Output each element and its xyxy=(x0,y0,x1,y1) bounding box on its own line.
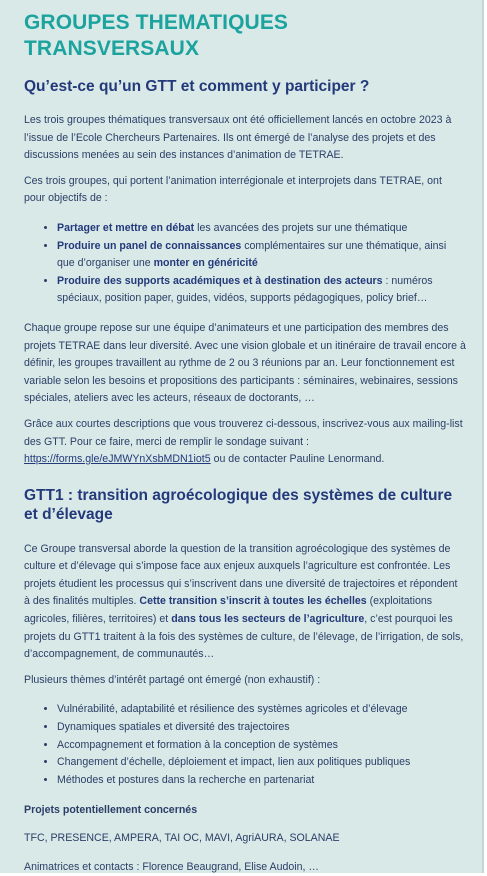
objective-1-text: les avancées des projets sur une thématique xyxy=(194,221,408,234)
list-item: • Méthodes et postures dans la recherche en partenariat xyxy=(57,772,466,790)
list-item: • Accompagnement et formation à la conception de systèmes xyxy=(57,737,466,755)
survey-link[interactable]: https://forms.gle/eJMWYnXsbMDN1iot5 xyxy=(24,453,211,466)
objective-3-bold: Produire des supports académiques et à destination des acteurs xyxy=(57,274,383,287)
gtt1-bold-2: dans tous les secteurs de l’agriculture xyxy=(171,613,365,626)
intro-paragraph-3: Chaque groupe repose sur une équipe d’animateurs et une participation des membres des projets TETRAE dans leur diversité. Avec une vision globale et un itinéraire de travail encore à définir, les groupes travaillent au rythme de 2 ou 3 réunions par an. Leur fonctionnement est variable selon les besoins et propositions des participants : séminaires, webinaires, sessions spéciales, ateliers avec les acteurs, réseaux de doctorants, … xyxy=(24,321,466,405)
signup-text: Grâce aux courtes descriptions que vous trouverez ci-dessous, inscrivez-vous aux mailing-list des GTT. Pour ce faire, merci de remplir le sondage suivant : xyxy=(24,417,463,448)
list-item xyxy=(57,273,466,308)
contacts-text: Animatrices et contacts : Florence Beaugrand, Elise Audoin, … xyxy=(24,860,320,873)
objective-2-bold: Produire un panel de connaissances xyxy=(57,239,242,252)
gtt1-bold-1: Cette transition s’inscrit à toutes les échelles xyxy=(139,595,367,608)
list-item xyxy=(57,220,466,238)
list-item xyxy=(57,238,466,273)
objective-2-text: complémentaires sur une thématique, ainsi que d’organiser une xyxy=(57,239,447,270)
gtt1-text-a: Ce Groupe transversal aborde la question de la transition agroécologique des systèmes de culture et d’élevage qui s’impose face aux enjeux auxquels l’agriculture est confrontée. Les projets étudient les processus qui s’inscrivent dans une diversité de trajectoires et répondent à des finalités multiples. xyxy=(24,542,458,608)
intro-paragraph-1: Les trois groupes thématiques transversaux ont été officiellement lancés en octobre 2023 à l’issue de l’Ecole Chercheurs Partenaires. Ils ont émergé de l’analyse des projets et des discussions menées au sein des instances d’animation de TETRAE. xyxy=(24,114,452,162)
list-item: • Vulnérabilité, adaptabilité et résilience des systèmes agricoles et d’élevage xyxy=(57,701,466,719)
projects-title: Projets potentiellement concernés xyxy=(24,804,198,817)
projects-list: TFC, PRESENCE, AMPERA, TAI OC, MAVI, AgriAURA, SOLANAE xyxy=(24,832,340,844)
intro-heading: Qu’est-ce qu’un GTT et comment y participer ? xyxy=(24,78,370,95)
objective-1-bold: Partager et mettre en débat xyxy=(57,221,195,234)
gtt1-text-c: (exploitations agricoles, filières, territoires) et xyxy=(24,595,433,626)
objectives-list xyxy=(24,220,466,308)
gtt1-heading: GTT1 : transition agroécologique des systèmes de culture et d’élevage xyxy=(24,486,453,523)
list-item: • Changement d’échelle, déploiement et impact, lien aux politiques publiques xyxy=(57,754,466,772)
intro-paragraph-2: Ces trois groupes, qui portent l’animation interrégionale et interprojets dans TETRAE, ont pour objectifs de : xyxy=(24,174,442,205)
objective-3-text: : numéros spéciaux, position paper, guides, vidéos, supports pédagogiques, policy brief… xyxy=(57,274,433,305)
signup-contact-text: ou de contacter Pauline Lenormand. xyxy=(210,453,385,466)
intro-paragraph-4 xyxy=(24,416,466,469)
gtt1-paragraph-2: Plusieurs thèmes d’intérêt partagé ont émergé (non exhaustif) : xyxy=(24,673,321,686)
gtt1-text-d: , c’est pourquoi les projets du GTT1 traitent à la fois des systèmes de culture, de l’élevage, de l’irrigation, de sols, d’accompagnement, de communautés… xyxy=(24,613,464,661)
page-title: GROUPES THEMATIQUES TRANSVERSAUX xyxy=(24,11,289,60)
list-item: • Dynamiques spatiales et diversité des trajectoires xyxy=(57,719,466,737)
gtt1-paragraph-1 xyxy=(24,541,466,664)
objective-2-bold-2: monter en généricité xyxy=(153,257,258,270)
themes-list xyxy=(24,701,466,789)
